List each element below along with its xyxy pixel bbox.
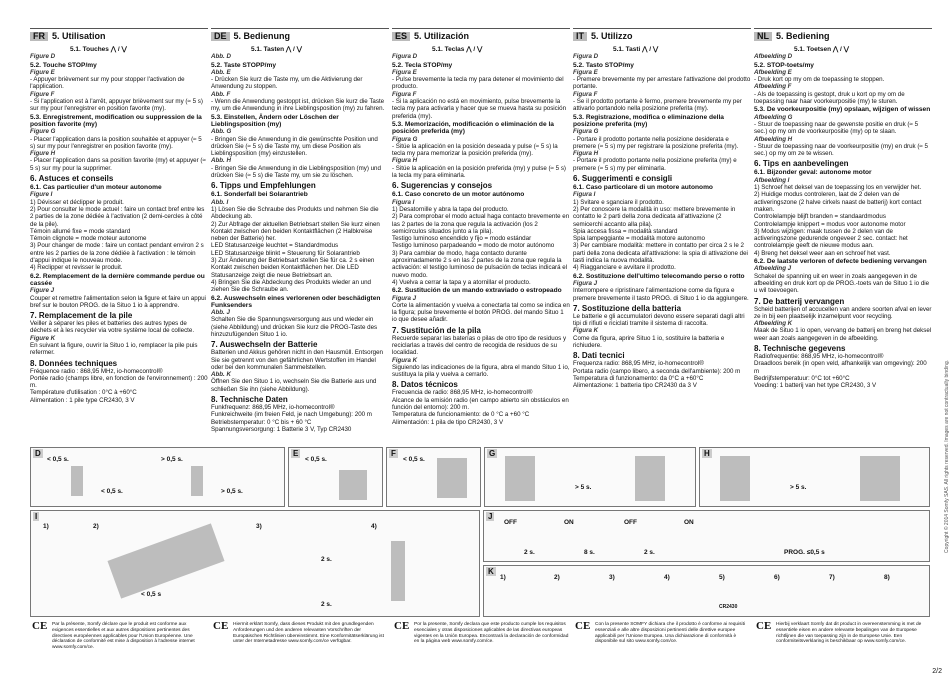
section-heading: 6. Suggerimenti e consigli <box>573 174 673 184</box>
conformity-text: Hierbij verklaart Somfy dat dit product in overeenstemming is met de essentiële eisen en andere relevante bepalingen van de Europese richtlijnen die van toepassing zijn in de Europese Unie. Een conformiteitsverklaring is beschikbaar op www.somfy.com/ce. <box>776 622 922 645</box>
duration-label: > 5 s. <box>575 484 592 491</box>
duration-label: < 0,5 s. <box>403 456 425 463</box>
duration-label: > 0,5 s. <box>221 488 243 495</box>
step-label: 5) <box>719 574 725 581</box>
section-heading: 6. Tipps und Empfehlungen <box>211 181 316 191</box>
paragraph: - Sitúe la aplicación en la posición deseada y pulse (≈ 5 s) la tecla my para memorizar la posición preferida (my). <box>392 142 558 158</box>
paragraph: Alimentación: 1 pila de tipo CR2430, 3 V <box>392 418 504 426</box>
figure-reference: Figura E <box>392 68 417 76</box>
paragraph: Maak de Situo 1 io open, vervang de batterij en breng het deksel weer aan zoals aangegeven in de afbeelding. <box>754 327 932 342</box>
figure-reference: Figure I <box>30 191 53 199</box>
ce-mark-icon: CE <box>32 620 48 632</box>
figure-reference: Figura G <box>573 128 599 136</box>
subsection-title: 5.1. Teclas ⋀ / ⋁ <box>432 46 483 53</box>
paragraph: Interrompere e ripristinare l'alimentazione come da figura e premere brevemente il tasto PROG. di Situo 1 io da aggiungere. <box>573 287 749 302</box>
paragraph: Come da figura, aprire Situo 1 io, sostituire la batteria e richiudere. <box>573 334 725 349</box>
paragraph: - Placer l'application dans sa position favorite (my) et appuyer (≈ 5 s) sur my pour la supprimer. <box>30 157 206 172</box>
figure-reference: Figura D <box>573 53 599 61</box>
duration-label: > 0,5 s. <box>161 456 183 463</box>
figure-reference: Figura F <box>392 90 417 98</box>
column-header <box>573 28 751 44</box>
paragraph: LED Statusanzeige blinkt = Steuerung für Solarantrieb <box>211 249 360 257</box>
figure-f <box>386 447 481 507</box>
paragraph: Funkreichweite (im freien Feld, je nach Umgebung): 200 m <box>211 411 372 419</box>
paragraph: Spia lampeggiante = modalità motore autonomo <box>573 235 705 243</box>
paragraph: - Wenn die Anwendung gestoppt ist, drücken Sie kurz die Taste my, um die Anwendung in ihre Lieblingsposition (my) zu fahren. <box>211 98 385 113</box>
figure-reference: Afbeelding I <box>754 176 790 184</box>
paragraph: 2) Per conoscere la modalità in uso: mettere brevemente in contatto le 2 parti della zona dedicata all'attivazione (2 semicerchi accanto alla pila). <box>573 205 736 228</box>
paragraph: Le batterie e gli accumulatori devono essere separati dagli altri tipi di rifiuti e riciclati tramite il sistema di raccolta. <box>573 312 745 328</box>
conformity-text: Con la presente SOMFY dichiara che il prodotto è conforme ai requisiti essenziali e alle altre disposizioni pertinenti delle direttive europee applicabili per l'Unione Europea. Una dichiarazione di conformità è disponibile sul sito www.somfy.com/ce. <box>595 622 746 645</box>
conformity-declaration <box>573 622 751 664</box>
figure-e <box>288 447 383 507</box>
subsection-heading: 5.3. Enregistrement, modification ou suppression de la position favorite (my) <box>30 113 202 128</box>
paragraph: Alimentation : 1 pile type CR2430, 3 V <box>30 396 135 404</box>
figure-reference: Figure F <box>30 90 55 98</box>
power-on-label: ON <box>684 519 694 526</box>
paragraph: 2) Pour consulter le mode actuel : faire un contact bref entre les 2 parties de la zone dédiée à l'activation (2 demi-cercles à côté de la pile). <box>30 205 205 228</box>
figure-reference: Afbeelding J <box>754 265 792 273</box>
step-label: 8) <box>884 574 890 581</box>
figure-reference: Afbeelding F <box>754 83 792 91</box>
paragraph: Bedrijfstemperatuur: 0°C tot +60°C <box>754 374 850 382</box>
column-header <box>754 28 932 44</box>
section-title: 5. Bedienung <box>233 30 291 41</box>
paragraph: Fréquence radio : 868,95 MHz, io-homecontrol® <box>30 367 163 375</box>
figure-reference: Afbeelding H <box>754 135 793 143</box>
duration-label: 2 s. <box>524 549 535 556</box>
figure-reference: Figura G <box>392 135 418 143</box>
column-nl <box>754 28 932 448</box>
page-number: 2/2 <box>932 668 942 675</box>
ce-mark-icon: CE <box>575 620 591 632</box>
conformity-text: Por la presente, Somfy declara que este producto cumple los requisitos esenciales y otras disposiciones aplicables de las directivas europeas vigentes en la Unión Europea. Encontrará la declaración de conformidad en la página web www.somfy.com/ce. <box>414 622 569 645</box>
section-heading: 7. Sostituzione della batteria <box>573 303 682 313</box>
paragraph: - Portare il prodotto portante nella posizione preferita (my) e premere (≈ 5 s) my per eliminarla. <box>573 157 737 172</box>
paragraph: Alimentazione: 1 batteria tipo CR2430 da 3 V <box>573 382 697 390</box>
column-fr <box>30 28 208 448</box>
section-heading: 8. Technische gegevens <box>754 343 846 353</box>
paragraph: 2) Para comprobar el modo actual haga contacto brevemente en las 2 partes de la zona que regula la activación (los 2 semicírculos situados junto a la pila). <box>392 213 570 235</box>
step-label: 1) <box>500 574 506 581</box>
step-label: 3) <box>256 523 262 530</box>
language-code: IT <box>573 32 587 41</box>
paragraph: - Si la aplicación no está en movimiento, pulse brevemente la tecla my para activarla y hacer que se mueva hasta su posición preferida (my). <box>392 98 567 120</box>
figure-reference: Figura D <box>392 53 418 61</box>
battery-label: CR2430 <box>719 604 738 610</box>
figure-label: E <box>293 449 299 458</box>
figure-d <box>30 447 285 507</box>
paragraph: Schalten Sie die Spannungsversorgung aus und wieder ein (siehe Abbildung) und drücken Sie kurz die PROG-Taste des hinzuzufügenden Situo 1 io. <box>211 316 378 338</box>
paragraph: - Bringen Sie die Anwendung in die Lieblingsposition (my) und drücken Sie (≈ 5 s) die Taste my, um sie zu löschen. <box>211 164 381 180</box>
figure-label: I <box>35 512 38 521</box>
paragraph: Témoin clignote = mode moteur autonome <box>30 235 147 243</box>
duration-label: 2 s. <box>321 556 332 563</box>
paragraph: 3) Per cambiare modalità: mettere in contatto per circa 2 s le 2 parti della zona dedicata all'attivazione: la spia di attivazione dei tasti indica la nuova modalità. <box>573 242 748 265</box>
figure-reference: Figura H <box>392 157 418 165</box>
duration-label: < 0,5 s. <box>101 488 123 495</box>
section-heading: 8. Dati tecnici <box>573 351 625 361</box>
figure-reference: Abb. J <box>211 309 230 317</box>
section-title: 5. Bediening <box>776 30 830 41</box>
paragraph: 1) Lösen Sie die Schraube des Produkts und nehmen Sie die Abdeckung ab. <box>211 205 379 221</box>
section-heading: 6. Tips en aanbevelingen <box>754 159 849 169</box>
duration-label: 2 s. <box>644 549 655 556</box>
paragraph: Siguiendo las indicaciones de la figura, abra el mando Situo 1 io, sustituya la pila y vuelva a cerrarlo. <box>392 363 570 379</box>
paragraph: - Stuur de toepassing naar de voorkeurpositie (my) en druk (≈ 5 sec.) op my om ze te wissen. <box>754 142 928 158</box>
paragraph: 4) Bringen Sie die Abdeckung des Produkts wieder an und ziehen Sie die Schraube an. <box>211 278 371 294</box>
blind-icon <box>635 456 665 501</box>
figure-reference: Abb. D <box>211 53 231 61</box>
subsection-title: 5.1. Tasten ⋀ / ⋁ <box>251 46 303 53</box>
remote-icon <box>191 466 203 496</box>
paragraph: 2) Zur Abfrage der aktuellen Betriebsart stellen Sie kurz einen Kontakt zwischen den beiden Kontaktflächen (2 Halbkreise neben der Batterie) her. <box>211 220 380 243</box>
section-title: 5. Utilizzo <box>591 30 633 41</box>
paragraph: Temperatura de funcionamiento: de 0 °C a +60 °C <box>392 411 530 419</box>
paragraph: Couper et remettre l'alimentation selon la figure et faire un appui bref sur le bouton PROG. de la Situo 1 io à apprendre. <box>30 294 206 309</box>
section-heading: 7. De batterij vervangen <box>754 296 845 306</box>
paragraph: Funkfrequenz: 868,95 MHz, io-homecontrol® <box>211 404 335 412</box>
subsection-heading: 5.2. Taste STOPP/my <box>211 61 276 69</box>
duration-label: > 5 s. <box>790 484 807 491</box>
paragraph: Veiller à séparer les piles et batteries des autres types de déchets et à les recycler via votre système local de collecte. <box>30 320 195 335</box>
figure-reference: Figure K <box>30 334 56 342</box>
prog-label: PROG. ≤0,5 s <box>784 549 825 556</box>
paragraph: 3) Pour changer de mode : faire un contact pendant environ 2 s entre les 2 parties de la zone dédiée à l'activation : le témoin d'appui indique le nouveau mode. <box>30 242 204 265</box>
paragraph: Température d'utilisation : 0°C à +60°C <box>30 389 137 397</box>
duration-label: < 0,5 s. <box>305 456 327 463</box>
paragraph: 1) Schroef het deksel van de toepassing los en verwijder het. <box>754 184 922 192</box>
conformity-declaration <box>392 622 570 664</box>
paragraph: Scheid batterijen of accucellen van andere soorten afval en lever ze in bij een plaatselijk inzamelpunt voor recycling. <box>754 305 932 320</box>
figure-reference: Abb. F <box>211 90 231 98</box>
figure-reference: Figure G <box>30 128 56 136</box>
paragraph: Draadloos bereik (in open veld, afhankelijk van omgeving): 200 m <box>754 360 927 375</box>
step-label: 2) <box>554 574 560 581</box>
power-off-label: OFF <box>624 519 637 526</box>
column-header <box>211 28 389 44</box>
blind-icon <box>720 456 750 501</box>
subsection-heading: 5.2. Touche STOP/my <box>30 61 97 69</box>
conformity-text: Par la présente, Somfy déclare que le produit est conforme aux exigences essentielles et aux autres dispositions pertinentes des directives européennes applicables pour l'Union Européenne. Une déclaration de conformité est mise à disposition à l'adresse internet www.somfy.com/ce. <box>52 622 195 651</box>
section-title: 5. Utilización <box>414 30 470 41</box>
power-on-label: ON <box>564 519 574 526</box>
paragraph: Batterien und Akkus gehören nicht in den Hausmüll. Entsorgen Sie sie getrennt von den gefährlichen Wertstoffen im Handel oder bei den kommunalen Sammelstellen. <box>211 349 383 371</box>
subsection-heading: 6.1. Sonderfall bei Solarantrieb <box>211 191 308 199</box>
figure-reference: Figure H <box>30 150 56 158</box>
remote-icon <box>391 541 405 601</box>
paragraph: - Se il prodotto portante è fermo, premere brevemente my per attivarlo portandolo nella posizione preferita (my). <box>573 98 742 113</box>
figure-reference: Figura I <box>392 198 415 206</box>
section-heading: 7. Sustitución de la pila <box>392 325 481 335</box>
figure-h <box>699 447 930 507</box>
subsection-heading: 5.2. Tasto STOP/my <box>573 61 634 69</box>
section-heading: 7. Auswechseln der Batterie <box>211 340 318 350</box>
subsection-heading: 6.1. Bijzonder geval: autonome motor <box>754 169 872 177</box>
figure-label: G <box>489 449 496 458</box>
subsection-title: 5.1. Tasti ⋀ / ⋁ <box>613 46 659 53</box>
figure-reference: Abb. I <box>211 198 229 206</box>
paragraph: - Pulse brevemente la tecla my para detener el movimiento del producto. <box>392 76 564 91</box>
figure-reference: Figura J <box>392 294 417 302</box>
conformity-declaration <box>30 622 208 664</box>
figure-reference: Figure D <box>30 53 56 61</box>
subsection-heading: 6.2. Sustitución de un mando extraviado o estropeado <box>392 287 562 295</box>
step-label: 3) <box>609 574 615 581</box>
subsection-title: 5.1. Touches ⋀ / ⋁ <box>70 46 127 53</box>
paragraph: Corte la alimentación y vuelva a conectarla tal como se indica en la figura; pulse brevemente el botón PROG. del mando Situo 1 io que desee añadir. <box>392 301 570 324</box>
paragraph: - Bringen Sie die Anwendung in die gewünschte Position und drücken Sie (≈ 5 s) die Taste my, um diese Position als Lieblingsposition (my) einzustellen. <box>211 135 378 158</box>
section-heading: 8. Technische Daten <box>211 395 288 405</box>
step-label: 4) <box>664 574 670 581</box>
ce-mark-icon: CE <box>213 620 229 632</box>
figure-reference: Abb. K <box>211 371 231 379</box>
paragraph: Frequenza radio: 868,95 MHz, io-homecontrol® <box>573 360 704 368</box>
figure-i <box>30 510 480 617</box>
figure-reference: Afbeelding G <box>754 113 793 121</box>
paragraph: LED Statusanzeige leuchtet = Standardmodus <box>211 242 339 250</box>
remote-icon <box>71 466 83 496</box>
section-heading: 6. Astuces et conseils <box>30 174 114 184</box>
figure-reference: Figura E <box>573 68 598 76</box>
section-heading: 8. Datos técnicos <box>392 380 458 390</box>
figure-reference: Figura K <box>573 327 599 335</box>
figure-label: K <box>488 567 494 576</box>
subsection-heading: 6.2. Sostituzione dell'ultimo telecomando perso o rotto <box>573 272 745 280</box>
paragraph: 4) Breng het deksel weer aan en schroef het vast. <box>754 249 891 257</box>
ce-mark-icon: CE <box>394 620 410 632</box>
figure-reference: Abb. H <box>211 157 231 165</box>
subsection-heading: 6.2. De laatste verloren of defecte bediening vervangen <box>754 258 927 266</box>
paragraph: Alcance de la emisión radio (en campo abierto sin obstáculos en función del entorno): 200 m. <box>392 396 569 412</box>
paragraph: 3) Modus wijzigen: maak tussen de 2 delen van de activeringszone gedurende ongeveer 2 sec. contact: het controlelampje geeft de nieuwe modus aan. <box>754 227 908 250</box>
paragraph: - Als de toepassing is gestopt, druk u kort op my om de toepassing naar haar voorkeurpositie (my) te sturen. <box>754 90 905 106</box>
power-off-label: OFF <box>504 519 517 526</box>
figure-g <box>484 447 696 507</box>
figure-label: F <box>391 449 396 458</box>
figure-reference: Afbeelding K <box>754 320 793 328</box>
language-code: ES <box>392 32 410 41</box>
figure-reference: Figura H <box>573 150 599 158</box>
section-heading: 8. Données techniques <box>30 358 118 368</box>
footer <box>30 622 930 664</box>
figure-j <box>483 510 930 562</box>
subsection-heading: 5.3. Memorización, modificación o eliminación de la posición preferida (my) <box>392 120 554 136</box>
figure-label: D <box>35 449 41 458</box>
paragraph: 1) Desatornille y abra la tapa del producto. <box>392 205 509 213</box>
subsection-heading: 5.3. Einstellen, Ändern oder Löschen der Lieblingsposition (my) <box>211 113 339 128</box>
figure-reference: Figure J <box>30 287 55 295</box>
paragraph: 1) Svitare e sganciare il prodotto. <box>573 198 664 206</box>
paragraph: 4) Reclipper et revisser le produit. <box>30 264 123 272</box>
duration-label: < 0,5 s <box>141 591 162 598</box>
paragraph: - Drücken Sie kurz die Taste my, um die Aktivierung der Anwendung zu stoppen. <box>211 76 363 91</box>
paragraph: - Si l'application est à l'arrêt, appuyer brièvement sur my (≈ 5 s) sur my pour l'enregistrer en position favorite (my). <box>30 98 203 113</box>
paragraph: Testigo luminoso encendido y fijo = modo estándar <box>392 235 532 243</box>
subsection-heading: 6.1. Cas particulier d'un moteur autonome <box>30 184 162 192</box>
paragraph: - Appuyer brièvement sur my pour stopper l'activation de l'application. <box>30 76 185 91</box>
conformity-declaration <box>211 622 389 664</box>
remote-open-icon <box>107 523 224 598</box>
paragraph: Témoin allumé fixe = mode standard <box>30 227 131 235</box>
figure-reference: Figura I <box>573 191 596 199</box>
paragraph: Controlelampje knippert = modus voor autonome motor <box>754 220 906 228</box>
conformity-text: Hiermit erklärt Somfy, dass dieses Produkt mit den grundlegenden Anforderungen und den anderen relevanten Vorschriften der Europäischen Richtlinien übereinstimmt. Eine Konformitätserklärung ist unter der Internetadresse www.somfy.com/ce verfügbar. <box>233 622 384 645</box>
paragraph: Öffnen Sie den Situo 1 io, wechseln Sie die Batterie aus und schließen Sie ihn (siehe Abbildung). <box>211 378 377 393</box>
subsection-heading: 5.2. Tecla STOP/my <box>392 61 453 69</box>
paragraph: 3) Para cambiar de modo, haga contacto durante aproximadamente 2 s en las 2 partes de la zona que regula la activación: el testigo luminoso de pulsación de teclas indicará el nuevo modo. <box>392 249 568 279</box>
subsection-heading: 6.1. Caso particolare di un motore autonomo <box>573 184 713 192</box>
conformity-declaration <box>754 622 932 664</box>
blind-icon <box>505 456 535 501</box>
figure-k <box>483 565 930 617</box>
paragraph: 2) Huidige modus controleren, laat de 2 delen van de activeringszone (2 halve cirkels naast de batterij) kort contact maken. <box>754 191 922 213</box>
figure-panels <box>30 447 930 617</box>
paragraph: - Sitúe la aplicación en la posición preferida (my) y pulse (≈ 5 s) la tecla my para eliminarla. <box>392 164 566 180</box>
section-heading: 7. Remplacement de la pile <box>30 311 133 321</box>
paragraph: Frecuencia de radio: 868,95 MHz, io-homecontrol® <box>392 389 533 397</box>
subsection-heading: 6.2. Auswechseln eines verlorenen oder beschädigten Funksenders <box>211 294 381 309</box>
subsection-heading: 6.1. Caso concreto de un motor autónomo <box>392 191 525 199</box>
figure-reference: Afbeelding E <box>754 68 792 76</box>
paragraph: Spia accesa fissa = modalità standard <box>573 227 678 235</box>
subsection-heading: 5.2. STOP-toets/my <box>754 61 814 69</box>
figure-reference: Figura J <box>573 279 598 287</box>
copyright-text: Copyright © 2014 Somfy SAS. All rights reserved. Images are not contractually binding. <box>944 360 950 553</box>
figure-reference: Afbeelding D <box>754 53 793 61</box>
figure-reference: Figure E <box>30 68 55 76</box>
paragraph: Radiofrequentie: 868,95 MHz, io-homecontrol® <box>754 352 884 360</box>
subsection-heading: 5.3. Registrazione, modifica o eliminazione della posizione preferita (my) <box>573 113 724 128</box>
paragraph: Testigo luminoso parpadeando = modo de motor autónomo <box>392 242 555 250</box>
paragraph: Voeding: 1 batterij van het type CR2430, 3 V <box>754 382 877 390</box>
paragraph: Temperatura di funzionamento: da 0°C a +60°C <box>573 374 704 382</box>
paragraph: 3) Zur Änderung der Betriebsart stellen Sie für ca. 2 s einen Kontakt zwischen beiden Kontaktflächen her. Die LED Statusanzeige zeigt die neue Betriebsart an. <box>211 257 375 279</box>
subsection-title: 5.1. Toetsen ⋀ / ⋁ <box>794 46 849 53</box>
paragraph: Spannungsversorgung: 1 Batterie 3 V, Typ CR2430 <box>211 425 352 433</box>
step-label: 2) <box>93 523 99 530</box>
paragraph: Portata radio (campo libero, a seconda dell'ambiente): 200 m <box>573 367 741 375</box>
figure-reference: Figura F <box>573 90 598 98</box>
subsection-heading: 5.3. De voorkeurpositie (my) opslaan, wijzigen of wissen <box>754 106 931 114</box>
figure-reference: Abb. E <box>211 68 231 76</box>
paragraph: Controlelampje blijft branden = standaardmodus <box>754 213 886 221</box>
paragraph: 1) Dévisser et déclipper le produit. <box>30 198 124 206</box>
paragraph: - Portare il prodotto portante nella posizione desiderata e premere (≈ 5 s) my per registrare la posizione preferita (my). <box>573 135 739 150</box>
language-code: DE <box>211 32 230 41</box>
column-header <box>30 28 208 44</box>
step-label: 7) <box>829 574 835 581</box>
paragraph: En suivant la figure, ouvrir la Situo 1 io, remplacer la pile puis refermer. <box>30 341 198 357</box>
step-label: 4) <box>371 523 377 530</box>
column-de <box>211 28 389 448</box>
paragraph: Portée radio (champs libre, en fonction de l'environnement) : 200 m. <box>30 374 208 390</box>
figure-reference: Figura K <box>392 356 418 364</box>
duration-label: 8 s. <box>584 549 595 556</box>
subsection-heading: 6.2. Remplacement de la dernière commande perdue ou cassée <box>30 272 205 287</box>
step-label: 6) <box>774 574 780 581</box>
paragraph: 4) Vuelva a cerrar la tapa y a atornillar el producto. <box>392 278 531 286</box>
language-code: NL <box>754 32 772 41</box>
paragraph: - Premere brevemente my per arrestare l'attivazione del prodotto portante. <box>573 76 751 91</box>
blind-icon <box>860 456 900 501</box>
duration-label: 2 s. <box>321 601 332 608</box>
paragraph: - Stuur de toepassing naar de gewenste positie en druk (≈ 5 sec.) op my om de voorkeurpositie (my) op te slaan. <box>754 120 919 136</box>
paragraph: Schakel de spanning uit en weer in zoals aangegeven in de afbeelding en druk kort op de PROG.-toets van de Situo 1 io die u wil toevoegen. <box>754 272 930 295</box>
ce-mark-icon: CE <box>756 620 772 632</box>
column-it <box>573 28 751 448</box>
section-heading: 6. Sugerencias y consejos <box>392 181 493 191</box>
paragraph: - Druk kort op my om de toepassing te stoppen. <box>754 76 885 84</box>
paragraph: 4) Riagganciare e avvitare il prodotto. <box>573 264 676 272</box>
blind-icon <box>339 470 367 500</box>
column-es <box>392 28 570 448</box>
step-label: 1) <box>43 523 49 530</box>
figure-label: J <box>488 512 493 521</box>
figure-label: H <box>704 449 710 458</box>
section-title: 5. Utilisation <box>52 30 106 41</box>
paragraph: Recuerde separar las baterías o pilas de otro tipo de residuos y reciclarlas a través del centro de recogida de residuos de su localidad. <box>392 334 567 357</box>
paragraph: - Placer l'application dans la position souhaitée et appuyer (≈ 5 s) sur my pour l'enregistrer en position favorite (my). <box>30 135 202 150</box>
paragraph: Betriebstemperatur: 0 °C bis + 60 °C <box>211 418 312 426</box>
duration-label: < 0,5 s. <box>47 456 69 463</box>
figure-reference: Abb. G <box>211 128 232 136</box>
column-header <box>392 28 570 44</box>
blind-icon <box>437 458 467 498</box>
language-code: FR <box>30 32 48 41</box>
